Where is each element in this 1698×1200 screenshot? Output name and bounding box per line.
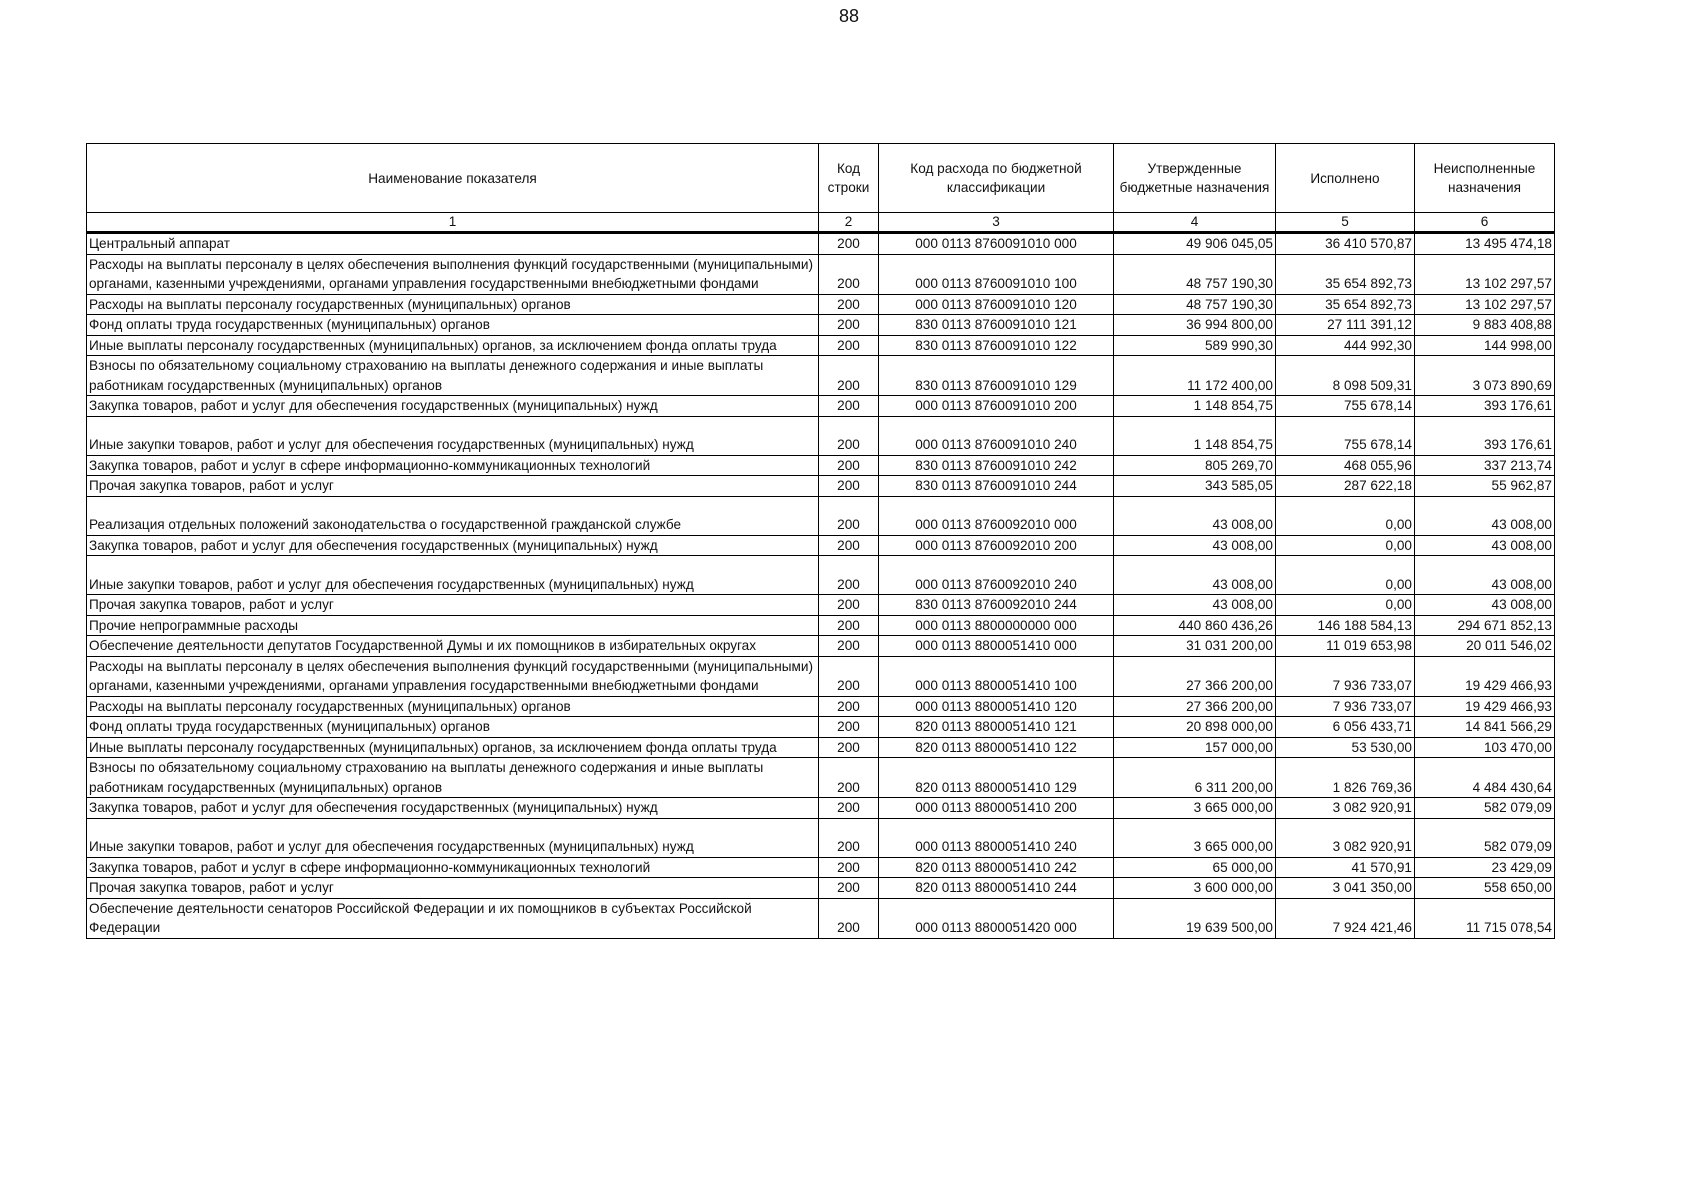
row-line-code: 200 [819,717,879,738]
row-unexecuted: 558 650,00 [1415,878,1555,899]
row-name: Взносы по обязательному социальному страхованию на выплаты денежного содержания и иные выплаты работникам государственных (муниципальных) органов [87,356,819,396]
table-row [87,535,1555,556]
row-executed: 755 678,14 [1276,396,1415,417]
row-approved: 65 000,00 [1114,857,1276,878]
row-executed: 0,00 [1276,496,1415,535]
row-executed: 41 570,91 [1276,857,1415,878]
row-approved: 1 148 854,75 [1114,396,1276,417]
row-executed: 35 654 892,73 [1276,254,1415,294]
row-name: Закупка товаров, работ и услуг в сфере информационно-коммуникационных технологий [87,455,819,476]
table-row [87,396,1555,417]
table-row [87,818,1555,857]
row-unexecuted: 43 008,00 [1415,595,1555,616]
table-row [87,416,1555,455]
row-unexecuted: 393 176,61 [1415,396,1555,417]
table-row [87,356,1555,396]
row-name: Иные закупки товаров, работ и услуг для обеспечения государственных (муниципальных) нужд [87,818,819,857]
row-executed: 468 055,96 [1276,455,1415,476]
row-approved: 27 366 200,00 [1114,656,1276,696]
row-approved: 3 665 000,00 [1114,798,1276,819]
row-kbk: 820 0113 8800051410 121 [879,717,1114,738]
row-name: Прочая закупка товаров, работ и услуг [87,476,819,497]
row-name: Закупка товаров, работ и услуг для обеспечения государственных (муниципальных) нужд [87,798,819,819]
header-executed: Исполнено [1276,144,1415,213]
table-row [87,294,1555,315]
row-kbk: 830 0113 8760091010 242 [879,455,1114,476]
row-kbk: 000 0113 8800051410 100 [879,656,1114,696]
row-approved: 49 906 045,05 [1114,233,1276,255]
row-approved: 43 008,00 [1114,595,1276,616]
row-approved: 589 990,30 [1114,335,1276,356]
row-approved: 1 148 854,75 [1114,416,1276,455]
header-kbk: Код расхода по бюджетной классификации [879,144,1114,213]
row-approved: 805 269,70 [1114,455,1276,476]
row-unexecuted: 43 008,00 [1415,556,1555,595]
table-row [87,898,1555,938]
row-approved: 36 994 800,00 [1114,315,1276,336]
row-line-code: 200 [819,898,879,938]
row-executed: 11 019 653,98 [1276,636,1415,657]
row-line-code: 200 [819,356,879,396]
header-unexecuted: Неисполненные назначения [1415,144,1555,213]
table-row [87,878,1555,899]
row-name: Обеспечение деятельности сенаторов Российской Федерации и их помощников в субъектах Российской Федерации [87,898,819,938]
row-unexecuted: 13 102 297,57 [1415,294,1555,315]
row-name: Обеспечение деятельности депутатов Государственной Думы и их помощников в избирательных округах [87,636,819,657]
row-line-code: 200 [819,294,879,315]
row-unexecuted: 582 079,09 [1415,818,1555,857]
table-row [87,455,1555,476]
row-line-code: 200 [819,496,879,535]
row-kbk: 000 0113 8760091010 200 [879,396,1114,417]
row-kbk: 000 0113 8760092010 240 [879,556,1114,595]
header-name: Наименование показателя [87,144,819,213]
row-unexecuted: 13 495 474,18 [1415,233,1555,255]
row-kbk: 820 0113 8800051410 122 [879,737,1114,758]
row-executed: 755 678,14 [1276,416,1415,455]
row-approved: 343 585,05 [1114,476,1276,497]
row-line-code: 200 [819,878,879,899]
table-row [87,315,1555,336]
row-line-code: 200 [819,636,879,657]
row-approved: 43 008,00 [1114,535,1276,556]
row-name: Прочая закупка товаров, работ и услуг [87,878,819,899]
row-name: Реализация отдельных положений законодательства о государственной гражданской службе [87,496,819,535]
row-unexecuted: 43 008,00 [1415,535,1555,556]
row-name: Центральный аппарат [87,233,819,255]
row-kbk: 830 0113 8760092010 244 [879,595,1114,616]
row-unexecuted: 393 176,61 [1415,416,1555,455]
row-line-code: 200 [819,455,879,476]
row-unexecuted: 20 011 546,02 [1415,636,1555,657]
budget-execution-table [86,143,1555,939]
row-unexecuted: 19 429 466,93 [1415,696,1555,717]
row-line-code: 200 [819,335,879,356]
row-kbk: 000 0113 8760091010 240 [879,416,1114,455]
row-executed: 3 041 350,00 [1276,878,1415,899]
table-row [87,233,1555,255]
row-unexecuted: 103 470,00 [1415,737,1555,758]
row-executed: 444 992,30 [1276,335,1415,356]
row-approved: 43 008,00 [1114,556,1276,595]
row-kbk: 000 0113 8760091010 120 [879,294,1114,315]
row-executed: 0,00 [1276,556,1415,595]
row-kbk: 830 0113 8760091010 129 [879,356,1114,396]
row-kbk: 830 0113 8760091010 122 [879,335,1114,356]
row-line-code: 200 [819,737,879,758]
table-row [87,636,1555,657]
row-name: Фонд оплаты труда государственных (муниципальных) органов [87,315,819,336]
row-executed: 6 056 433,71 [1276,717,1415,738]
row-line-code: 200 [819,396,879,417]
row-approved: 43 008,00 [1114,496,1276,535]
row-kbk: 000 0113 8800051410 200 [879,798,1114,819]
table-row [87,656,1555,696]
row-executed: 27 111 391,12 [1276,315,1415,336]
row-kbk: 820 0113 8800051410 244 [879,878,1114,899]
row-line-code: 200 [819,416,879,455]
row-name: Фонд оплаты труда государственных (муниципальных) органов [87,717,819,738]
row-unexecuted: 9 883 408,88 [1415,315,1555,336]
row-executed: 36 410 570,87 [1276,233,1415,255]
row-name: Расходы на выплаты персоналу в целях обеспечения выполнения функций государственными (муниципальными) органами, казенными учреждениями, органами управления государственными внебюджетными фондами [87,254,819,294]
row-approved: 3 665 000,00 [1114,818,1276,857]
table-row [87,696,1555,717]
row-executed: 35 654 892,73 [1276,294,1415,315]
header-approved: Утвержденные бюджетные назначения [1114,144,1276,213]
row-kbk: 820 0113 8800051410 242 [879,857,1114,878]
row-executed: 3 082 920,91 [1276,798,1415,819]
row-name: Расходы на выплаты персоналу государственных (муниципальных) органов [87,294,819,315]
row-executed: 7 936 733,07 [1276,656,1415,696]
row-approved: 27 366 200,00 [1114,696,1276,717]
row-approved: 157 000,00 [1114,737,1276,758]
row-unexecuted: 13 102 297,57 [1415,254,1555,294]
row-approved: 48 757 190,30 [1114,294,1276,315]
row-unexecuted: 294 671 852,13 [1415,615,1555,636]
table-row [87,254,1555,294]
row-executed: 53 530,00 [1276,737,1415,758]
column-number: 5 [1276,213,1415,233]
row-line-code: 200 [819,233,879,255]
table-row [87,857,1555,878]
row-line-code: 200 [819,798,879,819]
row-approved: 11 172 400,00 [1114,356,1276,396]
row-approved: 48 757 190,30 [1114,254,1276,294]
row-approved: 20 898 000,00 [1114,717,1276,738]
row-line-code: 200 [819,315,879,336]
table-row [87,758,1555,798]
row-line-code: 200 [819,476,879,497]
row-kbk: 000 0113 8800051410 240 [879,818,1114,857]
row-name: Прочие непрограммные расходы [87,615,819,636]
row-unexecuted: 337 213,74 [1415,455,1555,476]
row-name: Иные закупки товаров, работ и услуг для обеспечения государственных (муниципальных) нужд [87,556,819,595]
row-name: Расходы на выплаты персоналу в целях обеспечения выполнения функций государственными (муниципальными) органами, казенными учреждениями, органами управления государственными внебюджетными фондами [87,656,819,696]
row-unexecuted: 23 429,09 [1415,857,1555,878]
row-executed: 146 188 584,13 [1276,615,1415,636]
page-number: 88 [838,6,860,26]
row-name: Прочая закупка товаров, работ и услуг [87,595,819,616]
table-row [87,737,1555,758]
row-name: Закупка товаров, работ и услуг в сфере информационно-коммуникационных технологий [87,857,819,878]
table-row [87,335,1555,356]
row-unexecuted: 3 073 890,69 [1415,356,1555,396]
row-name: Расходы на выплаты персоналу государственных (муниципальных) органов [87,696,819,717]
column-number: 4 [1114,213,1276,233]
row-approved: 19 639 500,00 [1114,898,1276,938]
row-unexecuted: 582 079,09 [1415,798,1555,819]
row-executed: 8 098 509,31 [1276,356,1415,396]
row-unexecuted: 19 429 466,93 [1415,656,1555,696]
row-unexecuted: 4 484 430,64 [1415,758,1555,798]
table-row [87,595,1555,616]
row-executed: 0,00 [1276,535,1415,556]
row-executed: 3 082 920,91 [1276,818,1415,857]
row-name: Иные выплаты персоналу государственных (муниципальных) органов, за исключением фонда оплаты труда [87,737,819,758]
row-line-code: 200 [819,535,879,556]
row-kbk: 000 0113 8800051420 000 [879,898,1114,938]
row-kbk: 830 0113 8760091010 244 [879,476,1114,497]
row-approved: 3 600 000,00 [1114,878,1276,899]
column-number: 1 [87,213,819,233]
row-line-code: 200 [819,696,879,717]
row-name: Иные выплаты персоналу государственных (муниципальных) органов, за исключением фонда оплаты труда [87,335,819,356]
row-name: Закупка товаров, работ и услуг для обеспечения государственных (муниципальных) нужд [87,535,819,556]
row-name: Иные закупки товаров, работ и услуг для обеспечения государственных (муниципальных) нужд [87,416,819,455]
table-row [87,798,1555,819]
row-unexecuted: 11 715 078,54 [1415,898,1555,938]
row-approved: 440 860 436,26 [1114,615,1276,636]
row-unexecuted: 14 841 566,29 [1415,717,1555,738]
row-kbk: 830 0113 8760091010 121 [879,315,1114,336]
row-name: Закупка товаров, работ и услуг для обеспечения государственных (муниципальных) нужд [87,396,819,417]
column-number: 6 [1415,213,1555,233]
row-line-code: 200 [819,758,879,798]
row-executed: 0,00 [1276,595,1415,616]
table-body [87,233,1555,939]
row-kbk: 000 0113 8760092010 000 [879,496,1114,535]
row-executed: 7 936 733,07 [1276,696,1415,717]
row-line-code: 200 [819,818,879,857]
row-line-code: 200 [819,254,879,294]
row-unexecuted: 144 998,00 [1415,335,1555,356]
row-kbk: 000 0113 8760091010 000 [879,233,1114,255]
row-kbk: 000 0113 8760091010 100 [879,254,1114,294]
table-row [87,496,1555,535]
row-line-code: 200 [819,656,879,696]
table-row [87,556,1555,595]
row-kbk: 000 0113 8800051410 000 [879,636,1114,657]
column-number: 2 [819,213,879,233]
row-line-code: 200 [819,615,879,636]
header-line-code: Код строки [819,144,879,213]
table-row [87,615,1555,636]
row-line-code: 200 [819,556,879,595]
column-number: 3 [879,213,1114,233]
row-kbk: 000 0113 8800051410 120 [879,696,1114,717]
row-approved: 6 311 200,00 [1114,758,1276,798]
table-row [87,717,1555,738]
row-unexecuted: 43 008,00 [1415,496,1555,535]
row-executed: 1 826 769,36 [1276,758,1415,798]
table-row [87,476,1555,497]
row-name: Взносы по обязательному социальному страхованию на выплаты денежного содержания и иные выплаты работникам государственных (муниципальных) органов [87,758,819,798]
row-kbk: 000 0113 8760092010 200 [879,535,1114,556]
row-unexecuted: 55 962,87 [1415,476,1555,497]
row-kbk: 820 0113 8800051410 129 [879,758,1114,798]
row-executed: 7 924 421,46 [1276,898,1415,938]
row-kbk: 000 0113 8800000000 000 [879,615,1114,636]
row-approved: 31 031 200,00 [1114,636,1276,657]
row-executed: 287 622,18 [1276,476,1415,497]
row-line-code: 200 [819,857,879,878]
row-line-code: 200 [819,595,879,616]
